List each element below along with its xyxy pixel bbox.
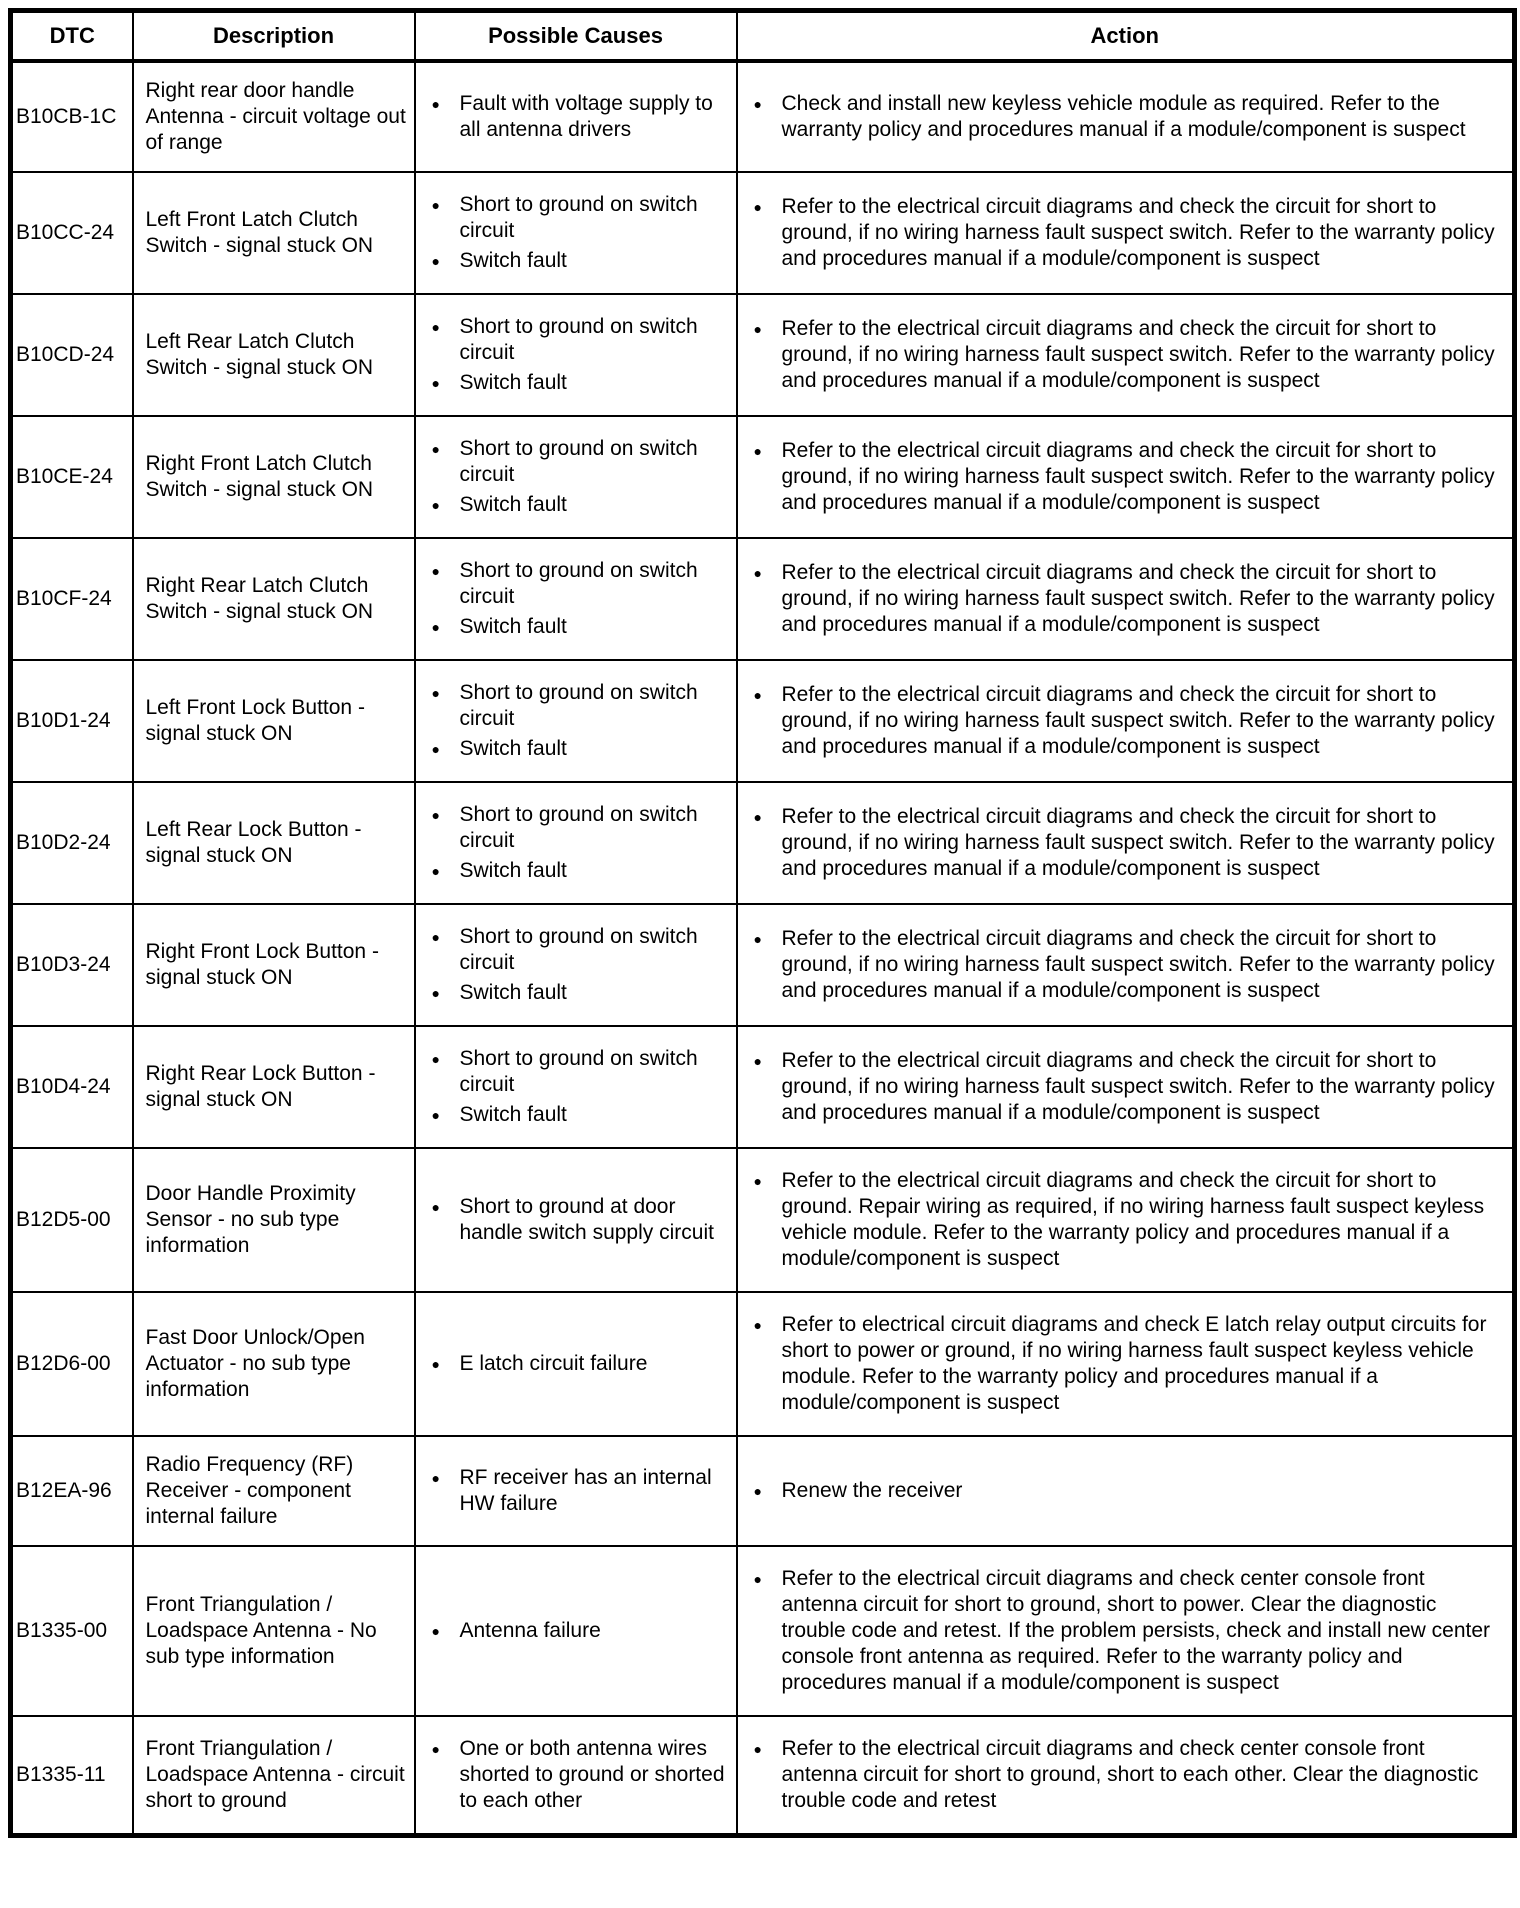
cause-item xyxy=(428,736,728,762)
cause-item-text: Switch fault xyxy=(459,493,567,516)
table-row xyxy=(11,1436,1515,1546)
header-dtc: DTC xyxy=(11,11,133,62)
action-item-text: Refer to the electrical circuit diagrams and check the circuit for short to ground, if no wiring harness fault suspect switch. Refer to the warranty policy and procedures manual if a module/component is suspect xyxy=(781,927,1495,1002)
cause-item-text: Switch fault xyxy=(459,981,567,1004)
causes-cell xyxy=(415,1716,737,1836)
action-item-text: Refer to the electrical circuit diagrams and check the circuit for short to ground, if no wiring harness fault suspect switch. Refer to the warranty policy and procedures manual if a module/component is suspect xyxy=(781,1049,1495,1124)
bullet-icon: ● xyxy=(753,1317,762,1333)
table-row xyxy=(11,1546,1515,1716)
table-row xyxy=(11,1148,1515,1292)
description-cell: Left Front Lock Button - signal stuck ON xyxy=(133,660,415,782)
bullet-icon: ● xyxy=(753,96,762,112)
cause-item xyxy=(428,314,728,366)
action-item-text: Refer to the electrical circuit diagrams and check the circuit for short to ground, if no wiring harness fault suspect switch. Refer to the warranty policy and procedures manual if a module/component is suspect xyxy=(781,195,1495,270)
causes-cell xyxy=(415,1148,737,1292)
cause-item-text: Switch fault xyxy=(459,1103,567,1126)
action-item-text: Renew the receiver xyxy=(781,1479,963,1502)
bullet-icon: ● xyxy=(431,619,440,635)
action-cell xyxy=(737,294,1515,416)
dtc-cell: B10CB-1C xyxy=(11,61,133,172)
action-item-text: Refer to the electrical circuit diagrams and check the circuit for short to ground. Repair wiring as required, if no wiring harness fault suspect keyless vehicle module. Refer to the warranty policy and procedures manual if a module/component is suspect xyxy=(781,1169,1485,1270)
description-cell: Right rear door handle Antenna - circuit voltage out of range xyxy=(133,61,415,172)
dtc-table xyxy=(8,8,1517,1838)
cause-item-text: RF receiver has an internal HW failure xyxy=(459,1466,712,1515)
bullet-icon: ● xyxy=(431,741,440,757)
cause-item-text: E latch circuit failure xyxy=(459,1352,648,1375)
causes-cell xyxy=(415,660,737,782)
bullet-icon: ● xyxy=(431,253,440,269)
bullet-icon: ● xyxy=(753,443,762,459)
bullet-icon: ● xyxy=(753,1173,762,1189)
description-cell: Right Rear Lock Button - signal stuck ON xyxy=(133,1026,415,1148)
cause-item-text: Antenna failure xyxy=(459,1619,601,1642)
cause-item xyxy=(428,924,728,976)
cause-item xyxy=(428,1194,728,1246)
bullet-icon: ● xyxy=(431,563,440,579)
description-cell: Fast Door Unlock/Open Actuator - no sub type information xyxy=(133,1292,415,1436)
header-description: Description xyxy=(133,11,415,62)
bullet-icon: ● xyxy=(431,1356,440,1372)
action-item xyxy=(750,438,1505,516)
action-cell xyxy=(737,1716,1515,1836)
description-cell: Left Front Latch Clutch Switch - signal stuck ON xyxy=(133,172,415,294)
table-row xyxy=(11,660,1515,782)
action-item xyxy=(750,804,1505,882)
bullet-icon: ● xyxy=(753,565,762,581)
bullet-icon: ● xyxy=(431,197,440,213)
action-item-text: Refer to the electrical circuit diagrams and check the circuit for short to ground, if no wiring harness fault suspect switch. Refer to the warranty policy and procedures manual if a module/component is suspect xyxy=(781,439,1495,514)
bullet-icon: ● xyxy=(753,809,762,825)
description-cell: Left Rear Latch Clutch Switch - signal stuck ON xyxy=(133,294,415,416)
description-cell: Right Front Latch Clutch Switch - signal stuck ON xyxy=(133,416,415,538)
action-item xyxy=(750,1566,1505,1696)
header-row xyxy=(11,11,1515,62)
bullet-icon: ● xyxy=(753,1571,762,1587)
cause-item-text: Short to ground on switch circuit xyxy=(459,193,698,242)
action-item xyxy=(750,194,1505,272)
cause-item xyxy=(428,1351,728,1377)
cause-item-text: Switch fault xyxy=(459,371,567,394)
action-item xyxy=(750,1168,1505,1272)
bullet-icon: ● xyxy=(431,929,440,945)
table-row xyxy=(11,1716,1515,1836)
table-row xyxy=(11,416,1515,538)
action-item-text: Refer to the electrical circuit diagrams and check the circuit for short to ground, if no wiring harness fault suspect switch. Refer to the warranty policy and procedures manual if a module/component is suspect xyxy=(781,683,1495,758)
dtc-cell: B10D4-24 xyxy=(11,1026,133,1148)
dtc-cell: B12EA-96 xyxy=(11,1436,133,1546)
description-cell: Left Rear Lock Button - signal stuck ON xyxy=(133,782,415,904)
bullet-icon: ● xyxy=(431,96,440,112)
table-row xyxy=(11,1026,1515,1148)
dtc-cell: B12D6-00 xyxy=(11,1292,133,1436)
cause-item xyxy=(428,980,728,1006)
cause-item xyxy=(428,680,728,732)
action-item xyxy=(750,316,1505,394)
action-item xyxy=(750,1478,1505,1504)
cause-item xyxy=(428,1102,728,1128)
bullet-icon: ● xyxy=(431,1199,440,1215)
causes-cell xyxy=(415,416,737,538)
bullet-icon: ● xyxy=(431,1470,440,1486)
action-item-text: Check and install new keyless vehicle module as required. Refer to the warranty policy and procedures manual if a module/component is suspect xyxy=(781,92,1466,141)
table-row xyxy=(11,904,1515,1026)
cause-item-text: Switch fault xyxy=(459,737,567,760)
description-cell: Radio Frequency (RF) Receiver - component internal failure xyxy=(133,1436,415,1546)
cause-item-text: Short to ground on switch circuit xyxy=(459,315,698,364)
bullet-icon: ● xyxy=(431,1623,440,1639)
action-item-text: Refer to electrical circuit diagrams and check E latch relay output circuits for short to power or ground, if no wiring harness fault suspect keyless vehicle module. Refer to the warranty policy and procedures manual if a module/component is suspect xyxy=(781,1313,1487,1414)
header-possible-causes: Possible Causes xyxy=(415,11,737,62)
bullet-icon: ● xyxy=(431,807,440,823)
action-cell xyxy=(737,416,1515,538)
action-item-text: Refer to the electrical circuit diagrams and check the circuit for short to ground, if no wiring harness fault suspect switch. Refer to the warranty policy and procedures manual if a module/component is suspect xyxy=(781,561,1495,636)
cause-item xyxy=(428,558,728,610)
dtc-cell: B10CD-24 xyxy=(11,294,133,416)
bullet-icon: ● xyxy=(431,441,440,457)
bullet-icon: ● xyxy=(753,687,762,703)
dtc-cell: B12D5-00 xyxy=(11,1148,133,1292)
action-cell xyxy=(737,172,1515,294)
action-cell xyxy=(737,904,1515,1026)
cause-item-text: Short to ground on switch circuit xyxy=(459,681,698,730)
dtc-cell: B10CE-24 xyxy=(11,416,133,538)
bullet-icon: ● xyxy=(753,931,762,947)
cause-item xyxy=(428,1618,728,1644)
action-item-text: Refer to the electrical circuit diagrams and check center console front antenna circuit for short to ground, short to power. Clear the diagnostic trouble code and retest. If the problem persists, check and install new center console front antenna as required. Refer to the warranty policy and procedures manual if a module/component is suspect xyxy=(781,1567,1491,1694)
action-item xyxy=(750,1312,1505,1416)
cause-item-text: Switch fault xyxy=(459,249,567,272)
bullet-icon: ● xyxy=(753,199,762,215)
description-cell: Door Handle Proximity Sensor - no sub type information xyxy=(133,1148,415,1292)
action-item-text: Refer to the electrical circuit diagrams and check the circuit for short to ground, if no wiring harness fault suspect switch. Refer to the warranty policy and procedures manual if a module/component is suspect xyxy=(781,317,1495,392)
table-row xyxy=(11,782,1515,904)
cause-item xyxy=(428,192,728,244)
table-row xyxy=(11,1292,1515,1436)
cause-item xyxy=(428,858,728,884)
description-cell: Front Triangulation / Loadspace Antenna - circuit short to ground xyxy=(133,1716,415,1836)
action-cell xyxy=(737,1026,1515,1148)
action-item xyxy=(750,1048,1505,1126)
dtc-cell: B10D2-24 xyxy=(11,782,133,904)
action-item xyxy=(750,91,1505,143)
action-cell xyxy=(737,1148,1515,1292)
bullet-icon: ● xyxy=(431,1741,440,1757)
description-cell: Right Front Lock Button - signal stuck ON xyxy=(133,904,415,1026)
cause-item xyxy=(428,248,728,274)
bullet-icon: ● xyxy=(753,321,762,337)
action-item-text: Refer to the electrical circuit diagrams and check center console front antenna circuit for short to ground, short to each other. Clear the diagnostic trouble code and retest xyxy=(781,1737,1479,1812)
dtc-cell: B10CF-24 xyxy=(11,538,133,660)
cause-item-text: Switch fault xyxy=(459,615,567,638)
causes-cell xyxy=(415,61,737,172)
action-cell xyxy=(737,660,1515,782)
cause-item xyxy=(428,370,728,396)
table-row xyxy=(11,294,1515,416)
table-row xyxy=(11,61,1515,172)
cause-item-text: Short to ground on switch circuit xyxy=(459,1047,698,1096)
bullet-icon: ● xyxy=(431,985,440,1001)
causes-cell xyxy=(415,904,737,1026)
bullet-icon: ● xyxy=(753,1741,762,1757)
dtc-cell: B10D1-24 xyxy=(11,660,133,782)
bullet-icon: ● xyxy=(431,685,440,701)
cause-item-text: Short to ground on switch circuit xyxy=(459,803,698,852)
cause-item-text: Short to ground at door handle switch supply circuit xyxy=(459,1195,714,1244)
action-cell xyxy=(737,1546,1515,1716)
cause-item xyxy=(428,436,728,488)
causes-cell xyxy=(415,1436,737,1546)
action-item-text: Refer to the electrical circuit diagrams and check the circuit for short to ground, if no wiring harness fault suspect switch. Refer to the warranty policy and procedures manual if a module/component is suspect xyxy=(781,805,1495,880)
causes-cell xyxy=(415,782,737,904)
causes-cell xyxy=(415,294,737,416)
action-item xyxy=(750,560,1505,638)
causes-cell xyxy=(415,1546,737,1716)
cause-item xyxy=(428,1046,728,1098)
cause-item-text: Switch fault xyxy=(459,859,567,882)
dtc-cell: B1335-00 xyxy=(11,1546,133,1716)
bullet-icon: ● xyxy=(753,1483,762,1499)
cause-item xyxy=(428,1736,728,1814)
dtc-cell: B10CC-24 xyxy=(11,172,133,294)
cause-item-text: Fault with voltage supply to all antenna drivers xyxy=(459,92,713,141)
cause-item xyxy=(428,614,728,640)
action-item xyxy=(750,682,1505,760)
bullet-icon: ● xyxy=(431,863,440,879)
cause-item-text: Short to ground on switch circuit xyxy=(459,925,698,974)
description-cell: Front Triangulation / Loadspace Antenna - No sub type information xyxy=(133,1546,415,1716)
causes-cell xyxy=(415,1026,737,1148)
table-row xyxy=(11,538,1515,660)
bullet-icon: ● xyxy=(431,1051,440,1067)
causes-cell xyxy=(415,1292,737,1436)
action-cell xyxy=(737,782,1515,904)
cause-item-text: Short to ground on switch circuit xyxy=(459,559,698,608)
cause-item xyxy=(428,802,728,854)
dtc-cell: B10D3-24 xyxy=(11,904,133,1026)
cause-item xyxy=(428,492,728,518)
table-row xyxy=(11,172,1515,294)
causes-cell xyxy=(415,538,737,660)
bullet-icon: ● xyxy=(431,497,440,513)
bullet-icon: ● xyxy=(431,375,440,391)
action-item xyxy=(750,926,1505,1004)
action-item xyxy=(750,1736,1505,1814)
bullet-icon: ● xyxy=(753,1053,762,1069)
action-cell xyxy=(737,61,1515,172)
bullet-icon: ● xyxy=(431,1107,440,1123)
cause-item xyxy=(428,1465,728,1517)
action-cell xyxy=(737,1436,1515,1546)
action-cell xyxy=(737,1292,1515,1436)
cause-item-text: One or both antenna wires shorted to ground or shorted to each other xyxy=(459,1737,725,1812)
cause-item xyxy=(428,91,728,143)
description-cell: Right Rear Latch Clutch Switch - signal stuck ON xyxy=(133,538,415,660)
cause-item-text: Short to ground on switch circuit xyxy=(459,437,698,486)
action-cell xyxy=(737,538,1515,660)
header-action: Action xyxy=(737,11,1515,62)
dtc-cell: B1335-11 xyxy=(11,1716,133,1836)
bullet-icon: ● xyxy=(431,319,440,335)
causes-cell xyxy=(415,172,737,294)
